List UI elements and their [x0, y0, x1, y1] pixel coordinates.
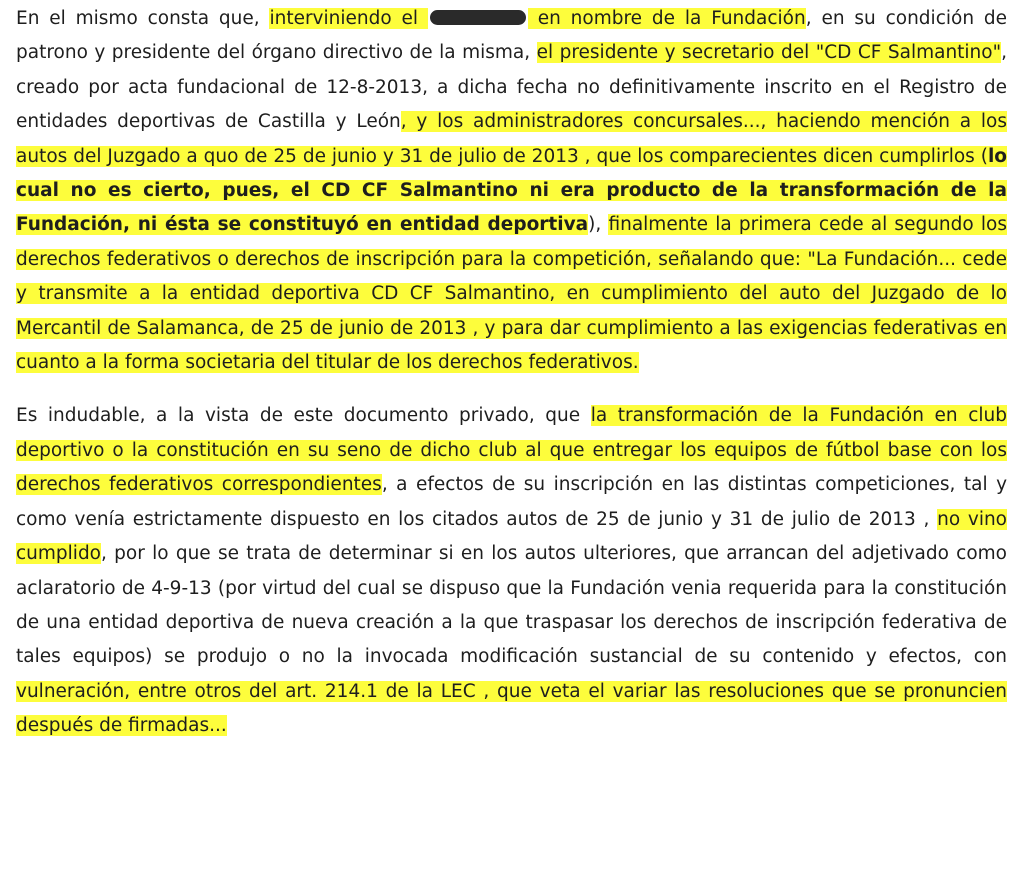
highlighted-text: la transformación de la Fundación en club deportivo o la constitución en su seno de dicho club al que entregar los equipos de fútbol base con los derechos federativos correspondientes — [16, 405, 1007, 496]
highlighted-text: , y los administradores concursales..., haciendo mención a los autos del Juzgado a quo de 25 de junio y 31 de julio de 2013 , que los comparecientes dicen cumplirlos ( — [16, 111, 1007, 167]
redaction-mark — [430, 10, 526, 25]
text-segment: , por lo que se trata de determinar si en los autos ulteriores, que arrancan del adjetivado como aclaratorio de 4-9-13 (por virtud del cual se dispuso que la Fundación venia requerida para la constitución de una entidad deportiva de nueva creación a la que traspasar los derechos de inscripción federativa de tales equipos) se produjo o no la invocada modificación sustancial de su contenido y efectos, con — [16, 543, 1007, 668]
text-segment: En el mismo consta que, — [16, 8, 270, 29]
paragraph-1 — [16, 2, 1007, 380]
text-segment: , a efectos de su inscripción en las distintas competiciones, tal y como venía estrictamente dispuesto en los citados autos de 25 de junio y 31 de julio de 2013 , — [16, 474, 1008, 530]
highlighted-text: finalmente la primera cede al segundo los derechos federativos o derechos de inscripción para la competición, señalando que: "La Fundación... cede y transmite a la entidad deportiva CD CF Salmantino, en cumplimiento del auto del Juzgado de lo Mercantil de Salamanca, de 25 de junio de 2013 , y para dar cumplimiento a las exigencias federativas en cuanto a la forma societaria del titular de los derechos federativos. — [16, 214, 1007, 374]
highlighted-text: en nombre de la Fundación — [527, 8, 806, 29]
text-segment: Es indudable, a la vista de este documento privado, que — [16, 405, 591, 427]
text-segment: ), — [588, 214, 609, 236]
highlighted-text: el presidente y secretario del "CD CF Salmantino" — [536, 42, 1002, 64]
text-segment: , creado por acta fundacional de 12-8-2013, a dicha fecha no definitivamente inscrito en el Registro de entidades deportivas de Castilla y León — [16, 42, 1008, 133]
highlighted-text: no vino cumplido — [16, 508, 1007, 565]
paragraph-2 — [16, 399, 1007, 743]
highlighted-bold-text: lo cual no es cierto, pues, el CD CF Salmantino ni era producto de la transformación de la Fundación, ni ésta se constituyó en entidad deportiva — [16, 145, 1007, 236]
text-segment: , en su condición de patrono y presidente del órgano directivo de la misma, — [16, 8, 1008, 64]
highlighted-text: vulneración, entre otros del art. 214.1 de la LEC , que veta el variar las resoluciones que se pronuncien después de firmadas... — [16, 680, 1007, 737]
highlighted-text: interviniendo el — [269, 8, 428, 29]
